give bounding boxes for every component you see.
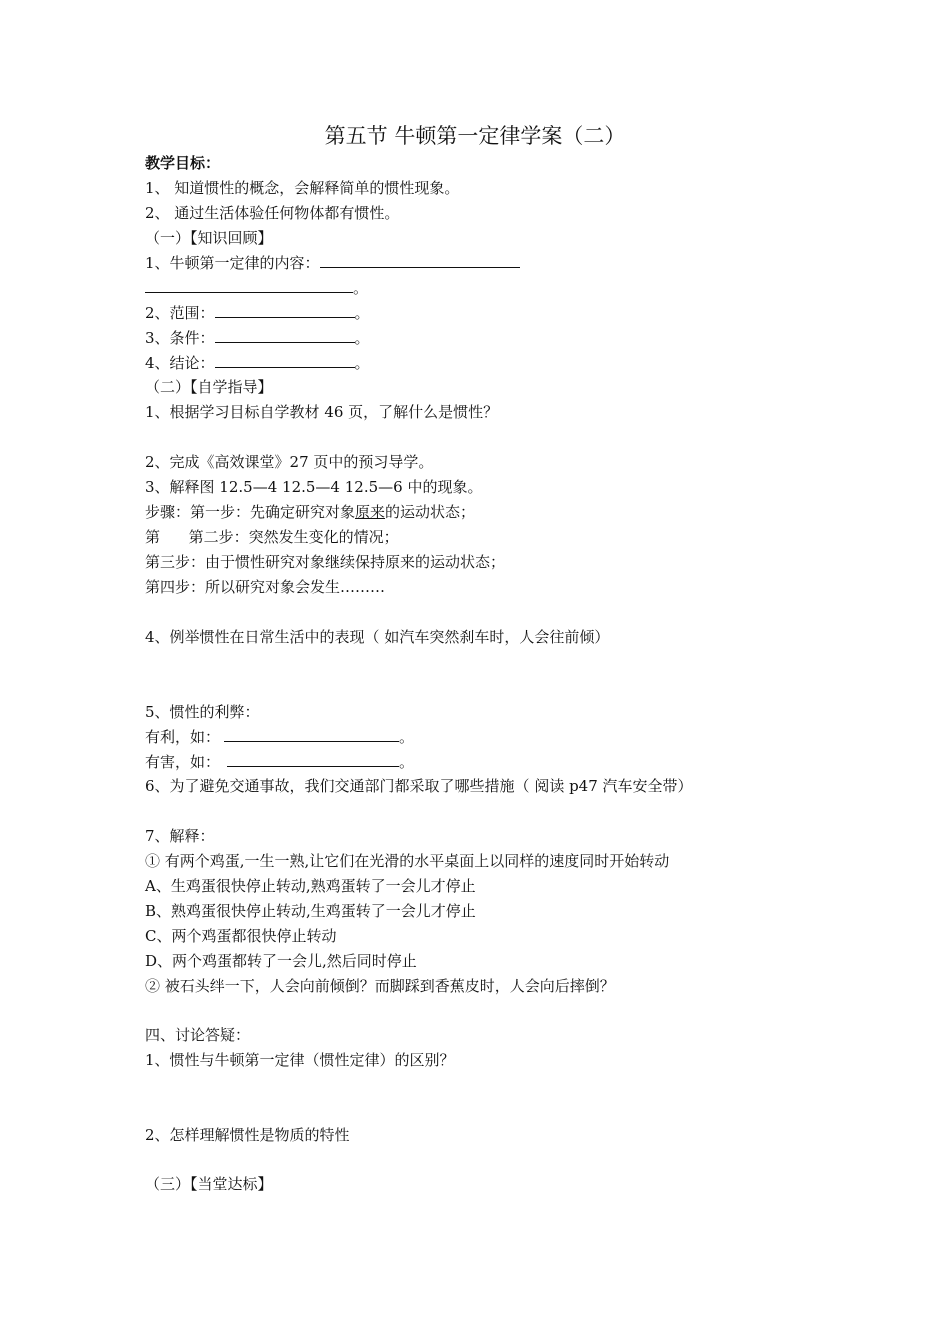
step-1 bbox=[145, 502, 475, 522]
bad-example-end: 。 bbox=[399, 753, 415, 771]
review-q1-text: 1、牛顿第一定律的内容： bbox=[145, 254, 320, 272]
good-example-end: 。 bbox=[399, 728, 415, 746]
selfstudy-heading: （二）【自学指导】 bbox=[145, 378, 273, 396]
review-q4-blank[interactable] bbox=[215, 353, 355, 368]
step-1-text-a: 步骤：第一步：先确定研究对象 bbox=[145, 503, 356, 521]
option-a: A、生鸡蛋很快停止转动,熟鸡蛋转了一会儿才停止 bbox=[145, 877, 476, 895]
discussion-q1: 1、惯性与牛顿第一定律（惯性定律）的区别？ bbox=[145, 1051, 455, 1069]
review-q4-text: 4、结论： bbox=[145, 354, 215, 372]
q7-part-2: ② 被石头绊一下，人会向前倾倒？而脚踩到香蕉皮时，人会向后摔倒？ bbox=[145, 977, 615, 995]
selfstudy-q2: 2、完成《高效课堂》27 页中的预习导学。 bbox=[145, 453, 434, 471]
discussion-heading: 四、讨论答疑： bbox=[145, 1026, 251, 1044]
step-4: 第四步：所以研究对象会发生……… bbox=[145, 578, 386, 596]
review-q3-end: 。 bbox=[354, 329, 370, 347]
page-title: 第五节 牛顿第一定律学案（二） bbox=[324, 124, 626, 148]
discussion-q2: 2、怎样理解惯性是物质的特性 bbox=[145, 1126, 350, 1144]
goal-item-1: 1、 知道惯性的概念，会解释简单的惯性现象。 bbox=[145, 179, 460, 197]
review-q3-text: 3、条件： bbox=[145, 329, 215, 347]
good-example bbox=[145, 727, 414, 747]
review-q1-blank-2[interactable] bbox=[145, 278, 353, 293]
step-3: 第三步：由于惯性研究对象继续保持原来的运动状态； bbox=[145, 553, 506, 571]
review-q2 bbox=[145, 303, 370, 323]
review-q4 bbox=[145, 353, 370, 373]
review-q1 bbox=[145, 253, 520, 273]
option-c: C、两个鸡蛋都很快停止转动 bbox=[145, 927, 337, 945]
good-example-text: 有利，如： bbox=[145, 728, 221, 746]
bad-example-text: 有害，如： bbox=[145, 753, 221, 771]
review-q2-text: 2、范围： bbox=[145, 304, 215, 322]
bad-example bbox=[145, 752, 414, 772]
review-q2-blank[interactable] bbox=[215, 303, 355, 318]
selfstudy-q5: 5、惯性的利弊： bbox=[145, 703, 260, 721]
selfstudy-q7: 7、解释： bbox=[145, 827, 215, 845]
goals-heading: 教学目标： bbox=[145, 154, 221, 172]
selfstudy-q3: 3、解释图 12.5—4 12.5—4 12.5—6 中的现象。 bbox=[145, 478, 483, 496]
review-q3-blank[interactable] bbox=[215, 328, 355, 343]
selfstudy-q1: 1、根据学习目标自学教材 46 页，了解什么是惯性？ bbox=[145, 403, 499, 421]
bad-example-blank[interactable] bbox=[227, 752, 399, 767]
step-2: 第 第二步：突然发生变化的情况； bbox=[145, 528, 399, 546]
standard-heading: （三）【当堂达标】 bbox=[145, 1175, 273, 1193]
review-q1-end: 。 bbox=[353, 279, 369, 297]
review-q1-cont bbox=[145, 278, 368, 298]
good-example-blank[interactable] bbox=[224, 727, 399, 742]
review-q4-end: 。 bbox=[354, 354, 370, 372]
review-heading: （一）【知识回顾】 bbox=[145, 229, 273, 247]
selfstudy-q4: 4、例举惯性在日常生活中的表现（ 如汽车突然刹车时，人会往前倾） bbox=[145, 628, 610, 646]
option-d: D、两个鸡蛋都转了一会儿,然后同时停止 bbox=[145, 952, 417, 970]
step-1-underlined: 原来 bbox=[355, 503, 386, 521]
option-b: B、熟鸡蛋很快停止转动,生鸡蛋转了一会儿才停止 bbox=[145, 902, 476, 920]
selfstudy-q6: 6、为了避免交通事故，我们交通部门都采取了哪些措施（ 阅读 p47 汽车安全带） bbox=[145, 777, 693, 795]
review-q1-blank[interactable] bbox=[320, 253, 520, 268]
review-q3 bbox=[145, 328, 370, 348]
review-q2-end: 。 bbox=[354, 304, 370, 322]
goal-item-2: 2、 通过生活体验任何物体都有惯性。 bbox=[145, 204, 400, 222]
step-1-text-c: 的运动状态； bbox=[385, 503, 476, 521]
q7-part-1: ① 有两个鸡蛋,一生一熟,让它们在光滑的水平桌面上以同样的速度同时开始转动 bbox=[145, 852, 670, 870]
